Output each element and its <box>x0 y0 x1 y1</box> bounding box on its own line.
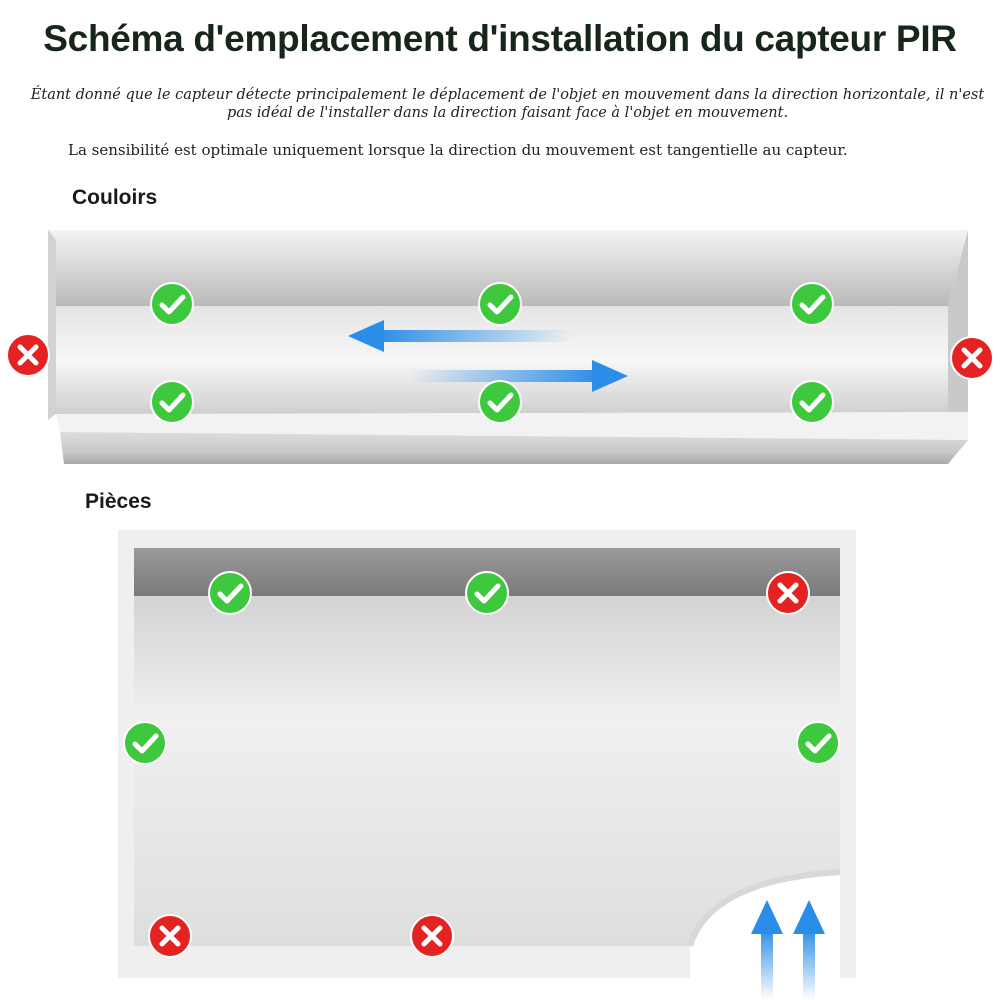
cross-icon <box>7 334 49 376</box>
check-icon <box>791 381 833 423</box>
check-icon <box>797 722 839 764</box>
check-icon <box>151 381 193 423</box>
cross-icon <box>767 572 809 614</box>
check-icon <box>124 722 166 764</box>
check-icon <box>479 283 521 325</box>
check-icon <box>466 572 508 614</box>
corridor-illustration <box>48 230 968 464</box>
check-icon <box>791 283 833 325</box>
sensitivity-note: La sensibilité est optimale uniquement lorsque la direction du mouvement est tangentielle au capteur. <box>68 141 848 159</box>
corridors-label: Couloirs <box>72 186 158 209</box>
rooms-label: Pièces <box>85 490 152 513</box>
cross-icon <box>149 915 191 957</box>
check-icon <box>151 283 193 325</box>
check-icon <box>209 572 251 614</box>
page-title: Schéma d'emplacement d'installation du capteur PIR <box>43 18 957 59</box>
cross-icon <box>951 337 993 379</box>
intro-text: Étant donné que le capteur détecte principalement le déplacement de l'objet en mouvement dans la direction horizontale, il n'est pas idéal de l'installer dans la direction faisant face à l'objet en mouvement. <box>30 87 985 121</box>
cross-icon <box>411 915 453 957</box>
check-icon <box>479 381 521 423</box>
